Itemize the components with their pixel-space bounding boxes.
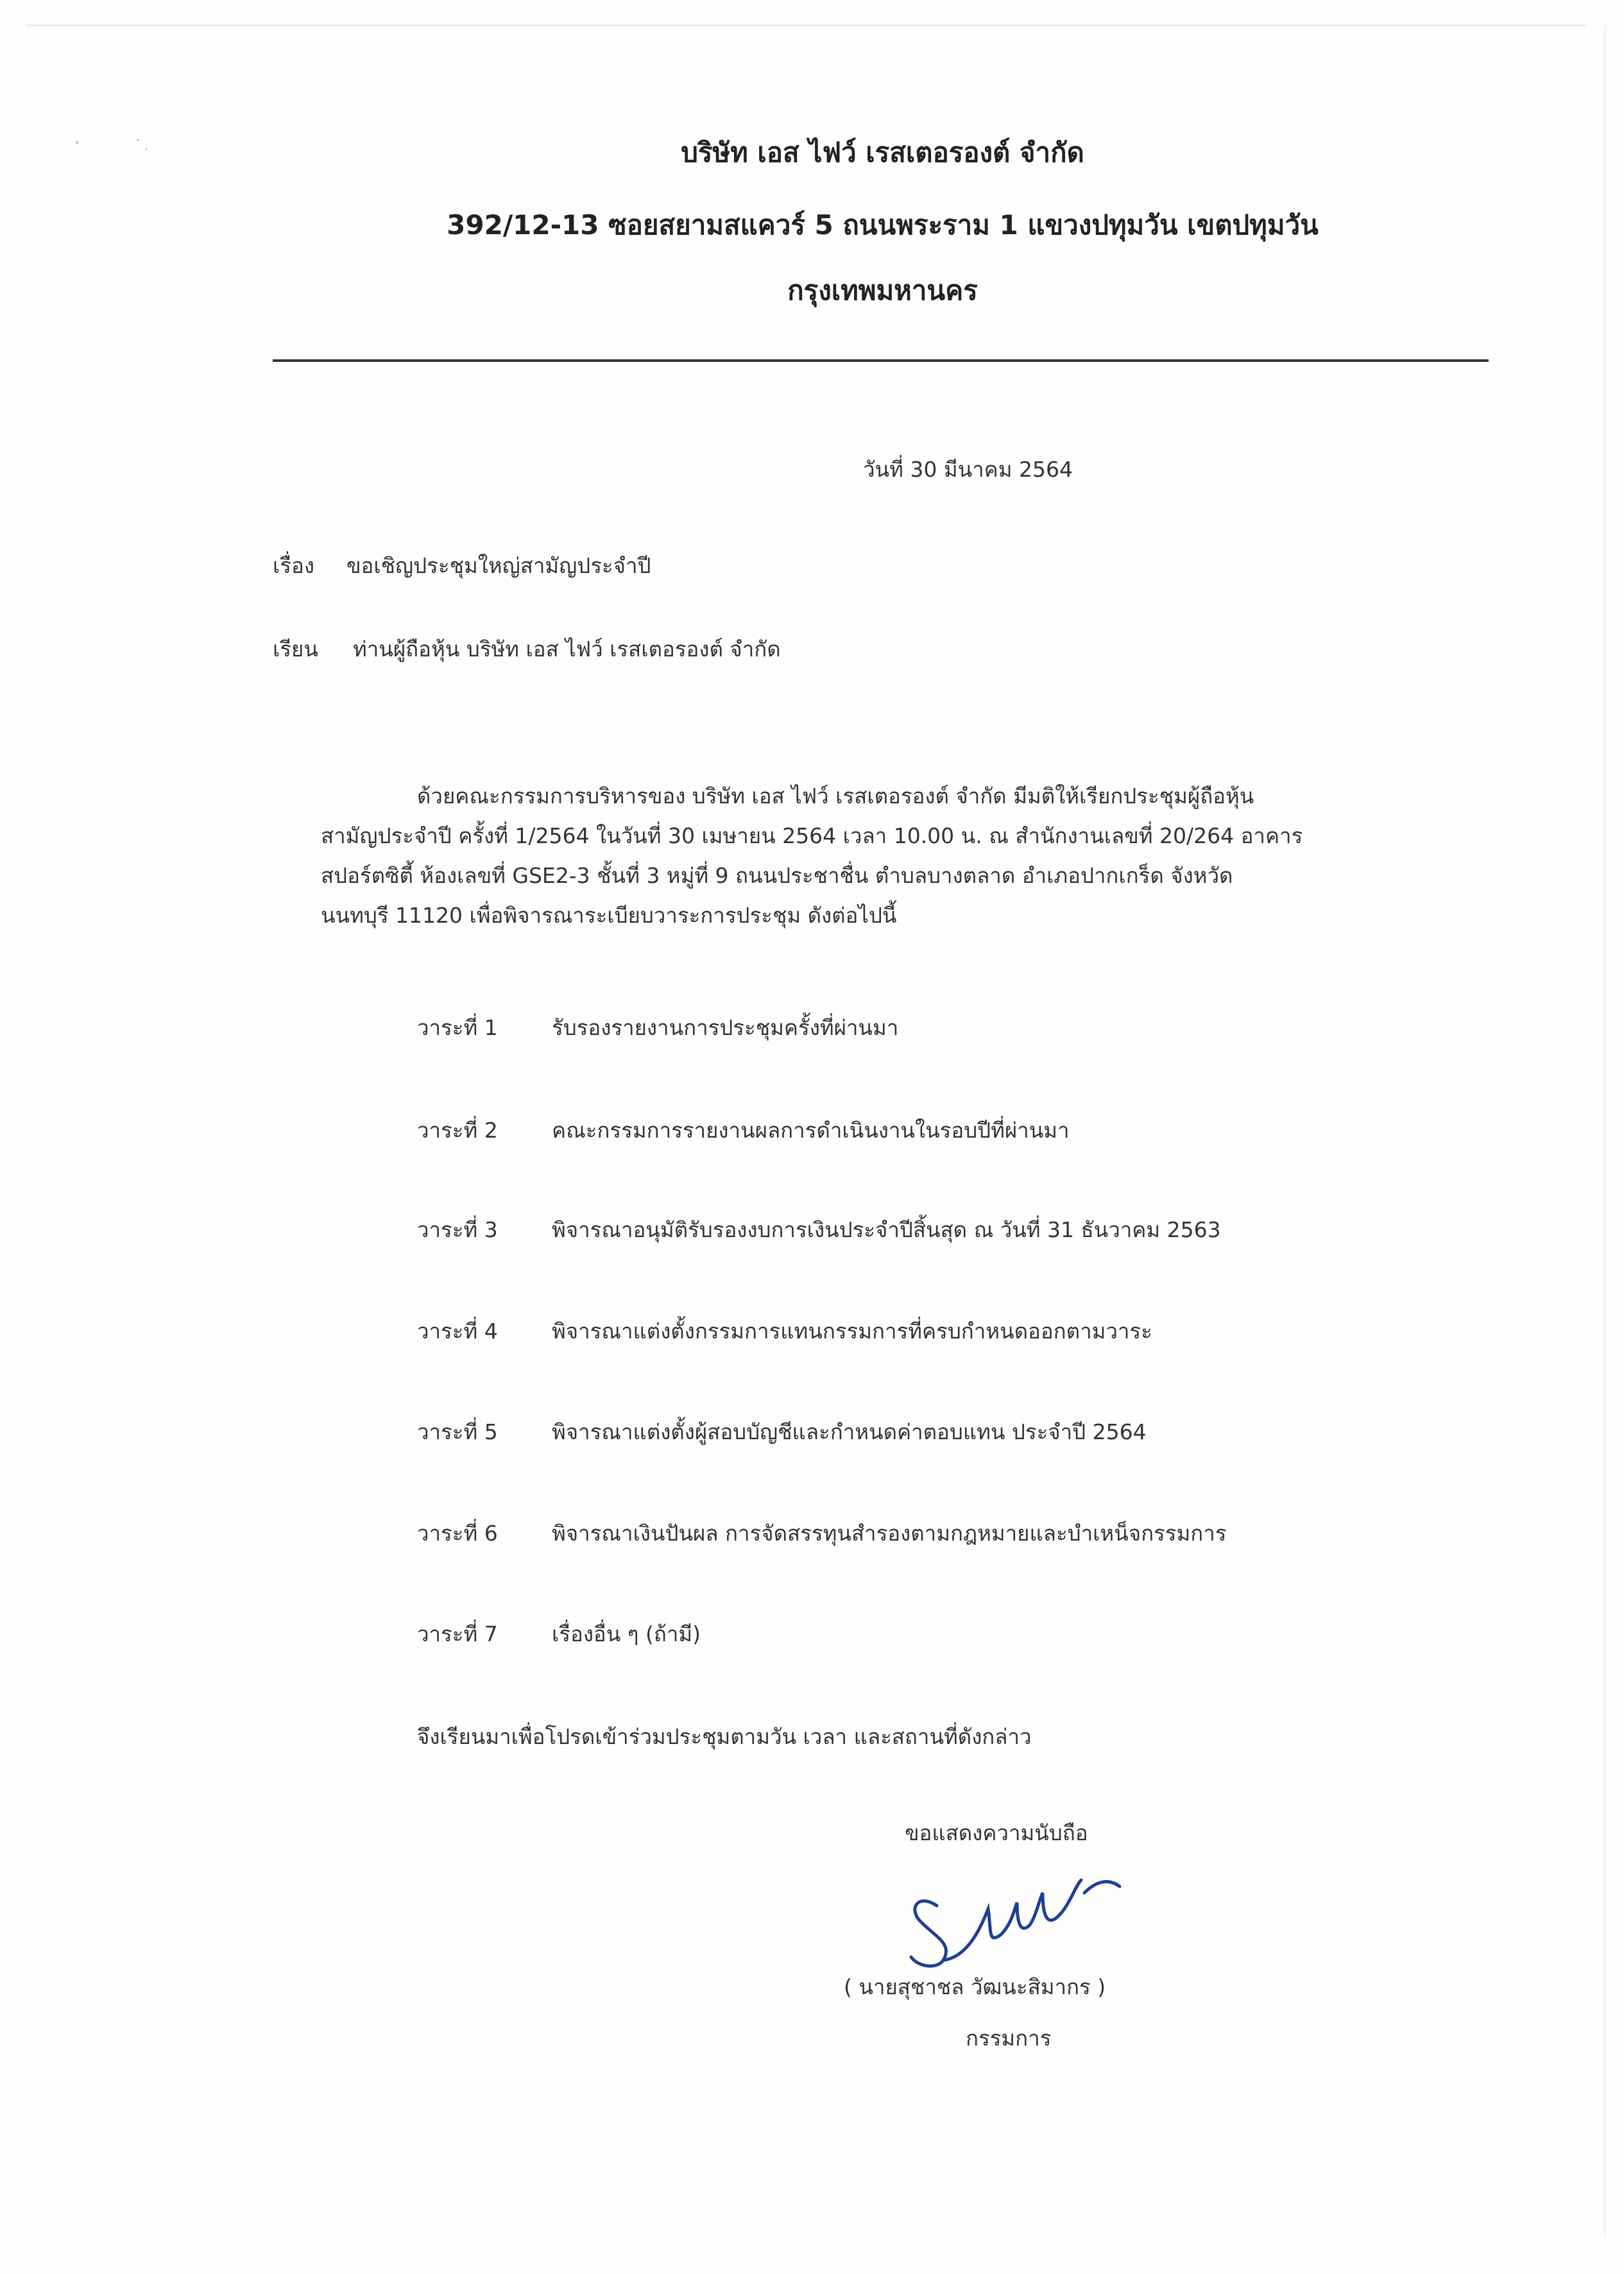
header-divider (273, 359, 1489, 362)
agenda-number: วาระที่ 7 (417, 1621, 498, 1646)
subject-label: เรื่อง (273, 553, 314, 578)
closing-line: จึงเรียนมาเพื่อโปรดเข้าร่วมประชุมตามวัน เวลา และสถานที่ดังกล่าว (417, 1724, 1032, 1749)
agenda-item (417, 1213, 1221, 1247)
salutation-text: ท่านผู้ถือหุ้น บริษัท เอส ไฟว์ เรสเตอรองต์ จำกัด (353, 637, 781, 662)
scan-edge-top (26, 24, 1586, 26)
signer-title: กรรมการ (966, 2026, 1052, 2051)
agenda-item (417, 1617, 701, 1651)
agenda-text: รับรองรายงานการประชุมครั้งที่ผ่านมา (552, 1015, 899, 1040)
subject-text: ขอเชิญประชุมใหญ่สามัญประจำปี (346, 553, 651, 578)
agenda-item (417, 1314, 1152, 1348)
body-paragraph-line: ด้วยคณะกรรมการบริหารของ บริษัท เอส ไฟว์ เรสเตอรองต์ จำกัด มีมติให้เรียกประชุมผู้ถือหุ้น (417, 783, 1254, 808)
agenda-item (417, 1516, 1227, 1550)
agenda-text: พิจารณาแต่งตั้งผู้สอบบัญชีและกำหนดค่าตอบแทน ประจำปี 2564 (552, 1419, 1147, 1444)
company-address-line-1: 392/12-13 ซอยสยามสแควร์ 5 ถนนพระราม 1 แขวงปทุมวัน เขตปทุมวัน (447, 209, 1319, 241)
agenda-text: เรื่องอื่น ๆ (ถ้ามี) (552, 1621, 701, 1646)
agenda-number: วาระที่ 5 (417, 1419, 498, 1444)
body-paragraph-line: สามัญประจำปี ครั้งที่ 1/2564 ในวันที่ 30 เมษายน 2564 เวลา 10.00 น. ณ สำนักงานเลขที่ 20/264 อาคาร (321, 823, 1303, 848)
company-name: บริษัท เอส ไฟว์ เรสเตอรองต์ จำกัด (681, 137, 1084, 168)
agenda-number: วาระที่ 2 (417, 1118, 498, 1143)
handwritten-signature (892, 1848, 1136, 1976)
regards-line: ขอแสดงความนับถือ (905, 1820, 1088, 1845)
agenda-number: วาระที่ 3 (417, 1217, 498, 1242)
scan-edge-right (1604, 26, 1606, 2236)
agenda-number: วาระที่ 1 (417, 1015, 498, 1040)
agenda-text: พิจารณาแต่งตั้งกรรมการแทนกรรมการที่ครบกำหนดออกตามวาระ (552, 1319, 1152, 1344)
agenda-text: พิจารณาอนุมัติรับรองงบการเงินประจำปีสิ้นสุด ณ วันที่ 31 ธันวาคม 2563 (552, 1217, 1221, 1242)
agenda-text: พิจารณาเงินปันผล การจัดสรรทุนสำรองตามกฎหมายและบำเหน็จกรรมการ (552, 1521, 1227, 1546)
letter-date: วันที่ 30 มีนาคม 2564 (863, 457, 1073, 482)
agenda-number: วาระที่ 6 (417, 1521, 498, 1546)
signer-name: ( นายสุชาชล วัฒนะสิมากร ) (844, 1974, 1106, 1999)
company-address-line-2: กรุงเทพมหานคร (787, 275, 978, 306)
agenda-item (417, 1011, 898, 1045)
agenda-item (417, 1113, 1070, 1147)
agenda-number: วาระที่ 4 (417, 1319, 498, 1344)
salutation-label: เรียน (273, 637, 318, 662)
agenda-text: คณะกรรมการรายงานผลการดำเนินงานในรอบปีที่ผ่านมา (552, 1118, 1070, 1143)
body-paragraph-line: สปอร์ตซิตี้ ห้องเลขที่ GSE2-3 ชั้นที่ 3 หมู่ที่ 9 ถนนประชาชื่น ตำบลบางตลาด อำเภอปากเกร็ด จังหวัด (321, 863, 1233, 888)
agenda-item (417, 1415, 1147, 1449)
body-paragraph-line: นนทบุรี 11120 เพื่อพิจารณาระเบียบวาระการประชุม ดังต่อไปนี้ (321, 903, 897, 928)
